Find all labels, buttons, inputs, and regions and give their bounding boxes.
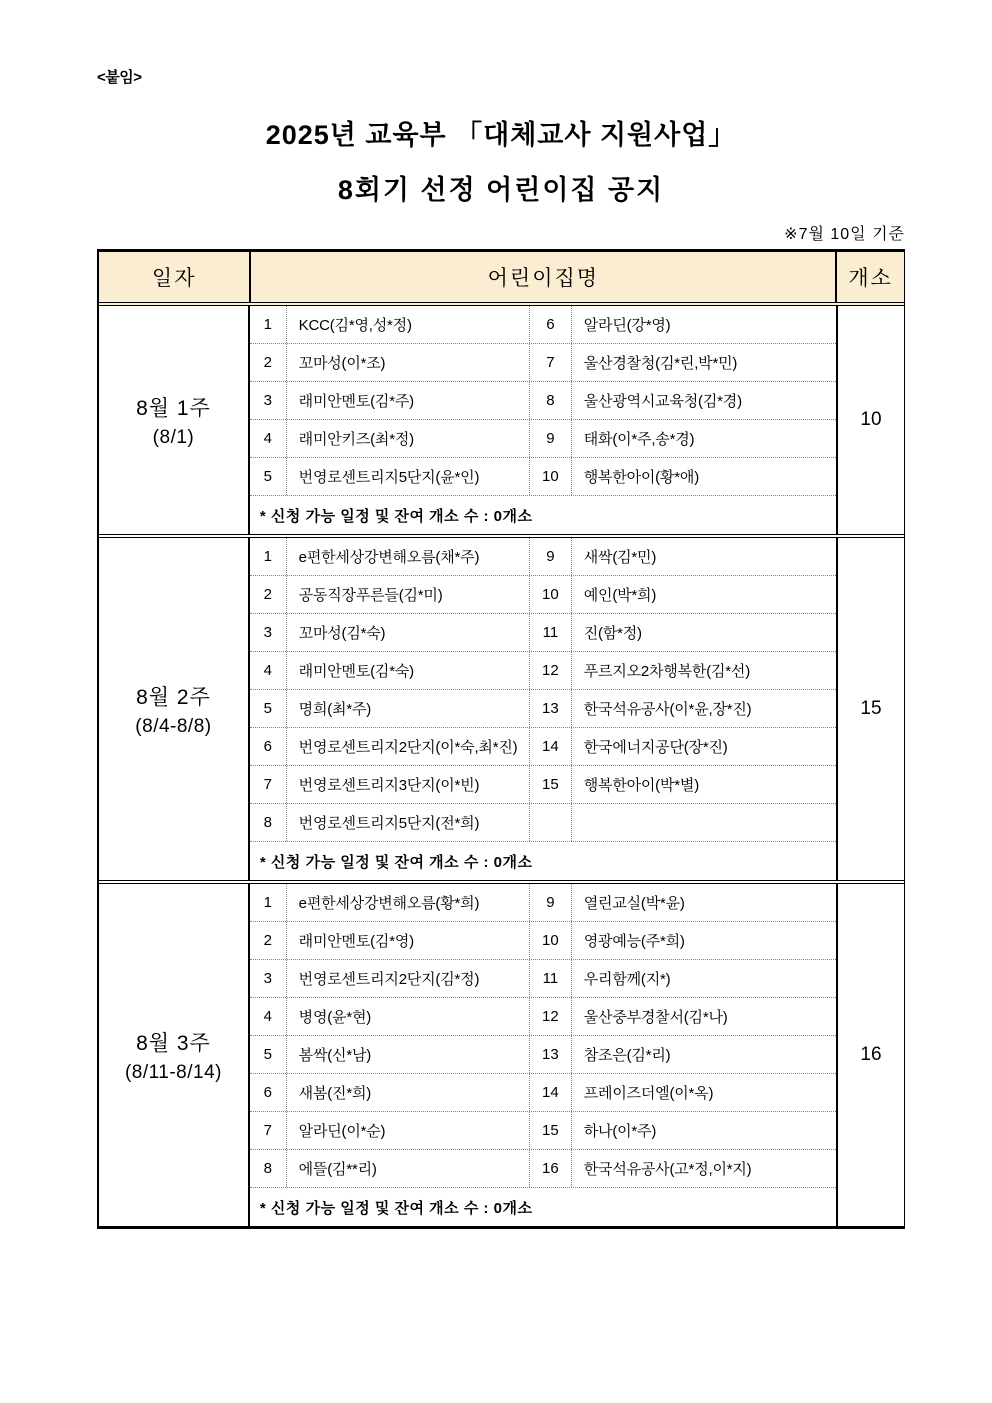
center-name: 한국에너지공단(장*진) [583, 739, 728, 756]
center-name: 봄싹(신*남) [287, 1036, 530, 1073]
table-row [250, 728, 836, 766]
row-number: 10 [530, 576, 572, 613]
row-number: 6 [250, 728, 287, 765]
center-name: 꼬마성(이*조) [287, 344, 530, 381]
row-number: 12 [530, 652, 572, 689]
center-name: 병영(윤*현) [287, 998, 530, 1035]
row-number: 7 [250, 766, 287, 803]
table-row [250, 1036, 836, 1074]
row-number: 5 [250, 690, 287, 727]
date-range-label: (8/1) [152, 426, 195, 448]
table-row [250, 652, 836, 690]
week-label: 8월 2주 [136, 685, 211, 709]
row-number: 7 [530, 344, 572, 381]
row-number: 10 [530, 458, 572, 495]
center-name: 열린교실(박*윤) [583, 895, 685, 912]
table-section-week3 [99, 880, 904, 1226]
week-label: 8월 3주 [136, 1031, 211, 1055]
table-row [250, 538, 836, 576]
center-name: 명희(최*주) [287, 690, 530, 727]
row-number: 8 [250, 1150, 287, 1187]
table-row [250, 420, 836, 458]
center-name: e편한세상강변해오름(채*주) [287, 538, 530, 575]
center-name: 울산광역시교육청(김*경) [583, 393, 742, 410]
row-number: 2 [250, 344, 287, 381]
table-row [250, 458, 836, 496]
row-number: 10 [530, 922, 572, 959]
note-row: * 신청 가능 일정 및 잔여 개소 수 : 0개소 [259, 1199, 533, 1217]
center-name: 참조은(김*리) [583, 1047, 671, 1064]
table-row [250, 998, 836, 1036]
center-name: 한국석유공사(이*윤,장*진) [583, 701, 752, 718]
title-block [97, 113, 905, 207]
center-name: 행복한아이(박*별) [583, 777, 699, 794]
table-row [250, 1150, 836, 1188]
center-name: KCC(김*영,성*정) [287, 306, 530, 343]
table-row [250, 344, 836, 382]
header-count: 개소 [848, 267, 893, 290]
center-name: 번영로센트리지5단지(윤*인) [287, 458, 530, 495]
note-row: * 신청 가능 일정 및 잔여 개소 수 : 0개소 [259, 853, 533, 871]
center-name: 행복한아이(황*애) [583, 469, 699, 486]
center-name: 꼬마성(김*숙) [287, 614, 530, 651]
note-row: * 신청 가능 일정 및 잔여 개소 수 : 0개소 [259, 507, 533, 525]
table-row [250, 690, 836, 728]
center-name: 래미안멘토(김*숙) [287, 652, 530, 689]
center-name: 예인(박*희) [583, 587, 657, 604]
center-name [572, 804, 836, 841]
center-name: 공동직장푸른들(김*미) [287, 576, 530, 613]
table-section-week2 [99, 534, 904, 880]
row-number: 5 [250, 458, 287, 495]
table-row [250, 960, 836, 998]
table-row [250, 382, 836, 420]
center-name: 푸르지오2차행복한(김*선) [583, 663, 751, 680]
date-cell [99, 306, 248, 534]
row-number: 2 [250, 922, 287, 959]
row-number: 11 [530, 614, 572, 651]
center-name: 새봄(진*희) [287, 1074, 530, 1111]
center-name-rows [248, 306, 838, 534]
center-name: 번영로센트리지2단지(김*정) [287, 960, 530, 997]
document-page [97, 0, 905, 1229]
row-number: 8 [250, 804, 287, 841]
center-name: 한국석유공사(고*정,이*지) [583, 1161, 752, 1178]
row-number: 3 [250, 960, 287, 997]
row-number: 12 [530, 998, 572, 1035]
center-name: 래미안멘토(김*영) [287, 922, 530, 959]
row-number: 3 [250, 382, 287, 419]
table-row [250, 766, 836, 804]
header-date: 일자 [151, 267, 197, 290]
row-number: 9 [530, 420, 572, 457]
count-cell: 10 [860, 409, 882, 430]
center-name: 알라딘(강*영) [583, 317, 671, 334]
row-number: 6 [250, 1074, 287, 1111]
table-header-row [99, 252, 904, 306]
center-name: 래미안멘토(김*주) [287, 382, 530, 419]
center-name: 우리함께(지*) [583, 971, 671, 988]
attachment-label: <붙임> [97, 69, 142, 86]
row-number: 8 [530, 382, 572, 419]
center-name: 영광예능(주*희) [583, 933, 685, 950]
row-number: 5 [250, 1036, 287, 1073]
row-number: 16 [530, 1150, 572, 1187]
center-name: e편한세상강변해오름(황*희) [287, 884, 530, 921]
center-name: 태화(이*주,송*경) [583, 431, 695, 448]
week-label: 8월 1주 [136, 396, 211, 420]
date-range-label: (8/4-8/8) [135, 715, 212, 737]
center-name: 번영로센트리지5단지(전*희) [287, 804, 530, 841]
row-number: 1 [250, 306, 287, 343]
center-name-rows [248, 884, 838, 1226]
row-number: 6 [530, 306, 572, 343]
row-number: 1 [250, 538, 287, 575]
center-name: 에뜰(김**리) [287, 1150, 530, 1187]
center-name: 프레이즈더엘(이*옥) [583, 1085, 714, 1102]
row-number [530, 804, 572, 841]
row-number: 11 [530, 960, 572, 997]
row-number: 14 [530, 728, 572, 765]
row-number: 15 [530, 1112, 572, 1149]
center-name: 하나(이*주) [583, 1123, 657, 1140]
date-range-label: (8/11-8/14) [124, 1061, 222, 1083]
center-name: 번영로센트리지2단지(이*숙,최*진) [287, 728, 530, 765]
row-number: 13 [530, 690, 572, 727]
center-name: 울산중부경찰서(김*나) [583, 1009, 728, 1026]
center-name: 번영로센트리지3단지(이*빈) [287, 766, 530, 803]
table-row [250, 1074, 836, 1112]
center-name: 새싹(김*민) [583, 549, 657, 566]
row-number: 14 [530, 1074, 572, 1111]
date-cell [99, 884, 248, 1226]
reference-date: ※7월 10일 기준 [784, 226, 905, 243]
center-name-rows [248, 538, 838, 880]
row-number: 4 [250, 998, 287, 1035]
table-row [250, 614, 836, 652]
count-cell: 15 [860, 698, 882, 719]
row-number: 3 [250, 614, 287, 651]
row-number: 2 [250, 576, 287, 613]
center-name: 진(함*정) [583, 625, 642, 642]
row-number: 7 [250, 1112, 287, 1149]
header-center-name: 어린이집명 [249, 252, 837, 302]
row-number: 4 [250, 420, 287, 457]
center-name: 래미안키즈(최*정) [287, 420, 530, 457]
table-row [250, 884, 836, 922]
row-number: 9 [530, 884, 572, 921]
notice-table [97, 249, 905, 1229]
row-number: 9 [530, 538, 572, 575]
row-number: 4 [250, 652, 287, 689]
table-row [250, 922, 836, 960]
page-title-line2: 8회기 선정 어린이집 공지 [337, 175, 665, 205]
table-row [250, 306, 836, 344]
page-title-line1: 2025년 교육부 「대체교사 지원사업」 [265, 120, 737, 150]
table-row [250, 1112, 836, 1150]
row-number: 13 [530, 1036, 572, 1073]
date-cell [99, 538, 248, 880]
table-row [250, 576, 836, 614]
row-number: 15 [530, 766, 572, 803]
row-number: 1 [250, 884, 287, 921]
count-cell: 16 [860, 1044, 882, 1065]
table-row [250, 804, 836, 842]
table-section-week1 [99, 306, 904, 534]
center-name: 울산경찰청(김*린,박*민) [583, 355, 738, 372]
center-name: 알라딘(이*순) [287, 1112, 530, 1149]
